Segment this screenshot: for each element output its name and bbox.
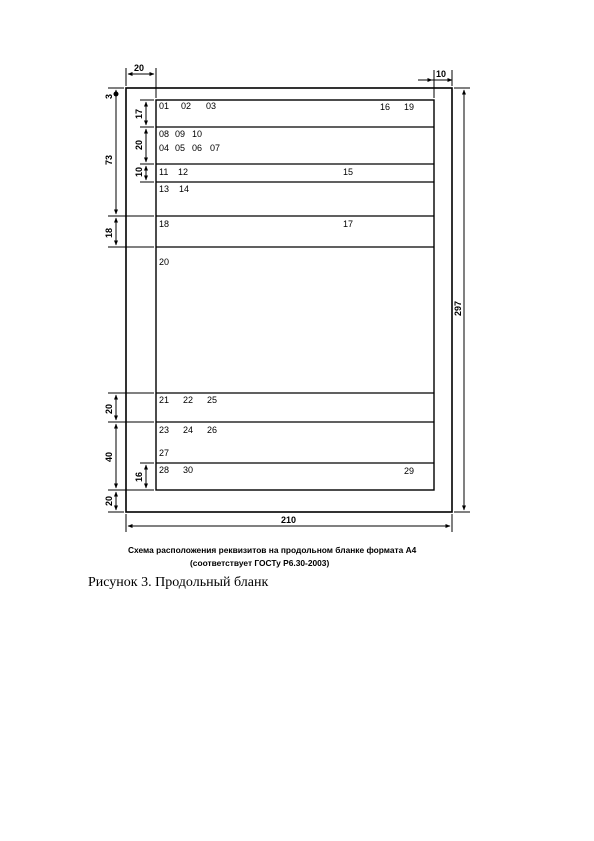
requisite-number: 20 — [159, 257, 170, 267]
requisite-number: 01 — [159, 101, 170, 111]
dimension-label: 10 — [436, 69, 447, 79]
requisite-number: 13 — [159, 184, 170, 194]
requisite-number: 27 — [159, 448, 170, 458]
figure-caption: Рисунок 3. Продольный бланк — [88, 575, 269, 590]
requisite-number: 28 — [159, 465, 170, 475]
content-area — [156, 100, 434, 490]
requisite-number: 19 — [404, 102, 415, 112]
requisite-number: 23 — [159, 425, 170, 435]
scheme-caption-line1: Схема расположения реквизитов на продольном бланке формата А4 — [128, 545, 417, 555]
requisite-number: 09 — [175, 129, 186, 139]
requisite-number: 14 — [179, 184, 190, 194]
requisite-number: 15 — [343, 167, 354, 177]
dimension-label: 297 — [453, 300, 463, 316]
requisite-number: 04 — [159, 143, 170, 153]
requisite-number: 25 — [207, 395, 218, 405]
requisite-number: 22 — [183, 395, 194, 405]
dimension-label: 20 — [134, 63, 145, 73]
requisite-number: 17 — [343, 219, 354, 229]
margin-marker — [114, 92, 119, 97]
dimension-label: 3 — [104, 93, 114, 99]
requisite-number: 02 — [181, 101, 192, 111]
requisite-number: 06 — [192, 143, 203, 153]
dimension-label: 73 — [104, 154, 114, 165]
dimension-label: 10 — [134, 166, 144, 177]
requisite-number: 08 — [159, 129, 170, 139]
dimension-label: 20 — [104, 403, 114, 414]
dimension-label: 20 — [134, 139, 144, 150]
dimension-label: 17 — [134, 108, 144, 119]
dimension-label: 210 — [281, 515, 297, 525]
requisite-number: 07 — [210, 143, 221, 153]
requisite-number: 26 — [207, 425, 218, 435]
requisite-number: 24 — [183, 425, 194, 435]
requisite-number: 21 — [159, 395, 170, 405]
requisite-number: 30 — [183, 465, 194, 475]
dimension-label: 40 — [104, 451, 114, 462]
dimension-label: 18 — [104, 227, 114, 238]
requisite-number: 10 — [192, 129, 203, 139]
scheme-caption-line2: (соответствует ГОСТу Р6.30-2003) — [190, 558, 330, 568]
requisite-number: 05 — [175, 143, 186, 153]
requisite-number: 18 — [159, 219, 170, 229]
requisite-number: 03 — [206, 101, 217, 111]
requisite-number: 12 — [178, 167, 189, 177]
requisite-number: 29 — [404, 466, 415, 476]
dimension-label: 20 — [104, 495, 114, 506]
requisite-number: 16 — [380, 102, 391, 112]
dimension-label: 16 — [134, 471, 144, 482]
requisite-number: 11 — [159, 167, 169, 177]
